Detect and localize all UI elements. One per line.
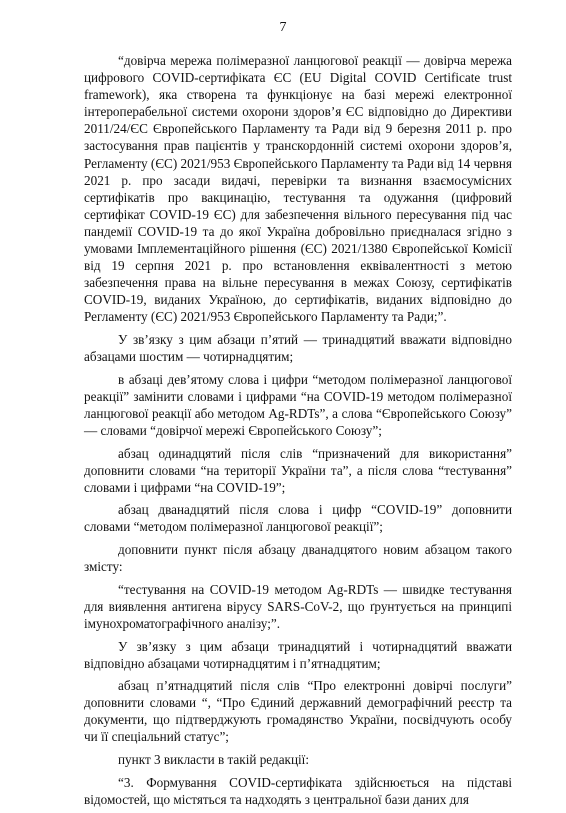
paragraph-renumbering-5-13: У зв’язку з цим абзаци п’ятий — тринадцятий вважати відповідно абзацами шостим — чотирнадцятим; <box>84 332 512 365</box>
paragraph-point-3-text: “3. Формування COVID-сертифіката здійснюється на підставі відомостей, що містяться та надходять з центральної бази даних для <box>84 774 512 807</box>
paragraph-renumbering-13-14: У зв’язку з цим абзаци тринадцятий і чотирнадцятий вважати відповідно абзацами чотирнадцятим і п’ятнадцятим; <box>84 638 512 671</box>
paragraph-point-3-intro: пункт 3 викласти в такій редакції: <box>118 752 310 768</box>
paragraph-new-paragraph-intro: доповнити пункт після абзацу дванадцятого новим абзацом такого змісту: <box>84 542 512 575</box>
paragraph-ag-rdts-definition: “тестування на COVID-19 методом Ag-RDTs — швидке тестування для виявлення антигена вірусу SARS-CoV-2, що ґрунтується на принципі імунохроматографічного аналізу;”. <box>84 581 512 631</box>
paragraph-ninth-amendment: в абзаці дев’ятому слова і цифри “методом полімеразної ланцюгової реакції” замінити словами і цифрами “на COVID-19 методом полімеразної ланцюгової реакції або методом Ag-RDTs”, а слова “Європейського Союзу” — словами “довірчої мережі Європейського Союзу”; <box>84 371 512 438</box>
paragraph-eleventh-amendment: абзац одинадцятий після слів “призначений для використання” доповнити словами “на території України та”, а після слова “тестування” словами і цифрами “на COVID-19”; <box>84 445 512 495</box>
paragraph-trust-network-definition: “довірча мережа полімеразної ланцюгової реакції — довірча мережа цифрового COVID-сертифіката ЄС (EU Digital COVID Certificate trust framework), яка створена та функціонує на базі мережі електронної інтероперабельної системи охорони здоров’я ЄС відповідно до Директиви 2011/24/ЄС Європейського Парламенту та Ради від 9 березня 2011 р. про застосування прав пацієнтів у транскордонній системі охорони здоров’я, Регламенту (ЄС) 2021/953 Європейського Парламенту та Ради від 14 червня 2021 р. про засади видачі, перевірки та визнання взаємосумісних сертифікатів про вакцинацію, тестування та одужання (цифровий сертифікат COVID-19 ЄС) для забезпечення вільного пересування під час пандемії COVID-19 та до якої Україна добровільно приєдналася згідно з умовами Імплементаційного рішення (ЄС) 2021/1380 Європейської Комісії від 19 серпня 2021 р. про встановлення еквівалентності з метою забезпечення права на вільне пересування в межах Союзу, сертифікатів COVID-19, виданих Україною, до сертифікатів, виданих відповідно до Регламенту (ЄС) 2021/953 Європейського Парламенту та Ради;”. <box>84 53 512 325</box>
paragraph-twelfth-amendment: абзац дванадцятий після слова і цифр “COVID-19” доповнити словами “методом полімеразної ланцюгової реакції”; <box>84 502 512 535</box>
paragraph-fifteenth-amendment: абзац п’ятнадцятий після слів “Про електронні довірчі послуги” доповнити словами “, “Про Єдиний державний демографічний реєстр та документи, що підтверджують громадянство України, посвідчують особу чи її спеціальний статус”; <box>84 678 512 745</box>
page-number: 7 <box>279 20 287 35</box>
document-body <box>84 52 512 813</box>
